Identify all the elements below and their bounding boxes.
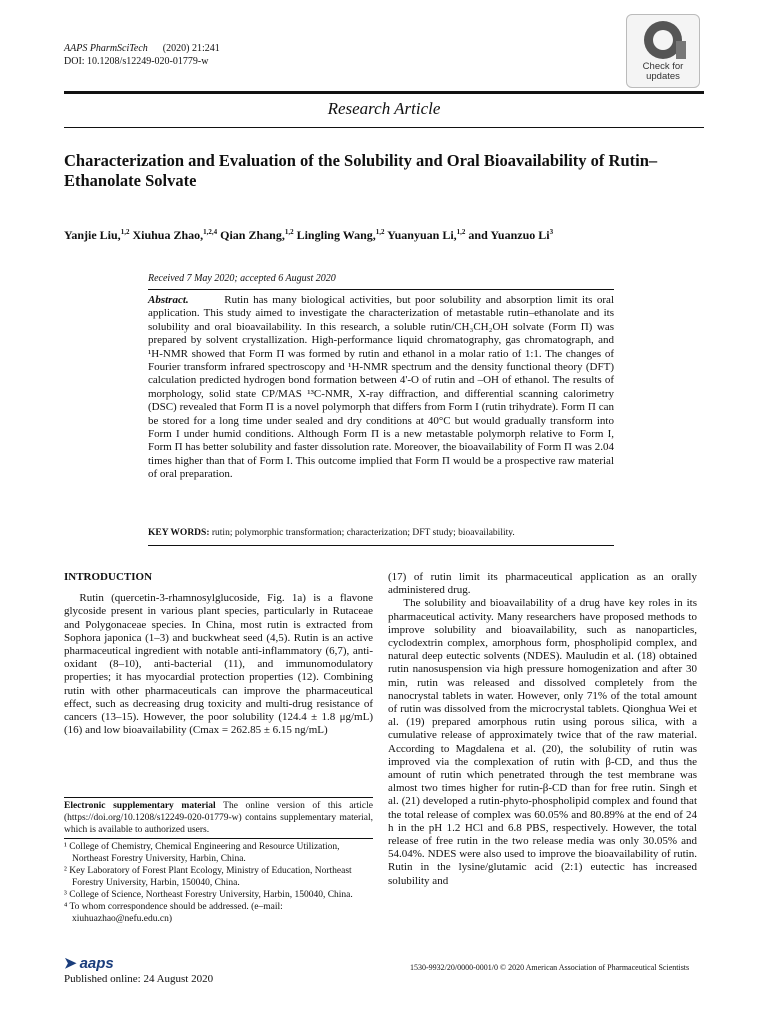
affiliation: ² Key Laboratory of Forest Plant Ecology, Ministry of Education, Northeast Forestry University, Harbin, 150040, China. — [64, 866, 352, 888]
author[interactable]: Yuanyuan Li, — [387, 228, 457, 242]
check-updates-line1: Check for — [642, 61, 684, 72]
author-aff: 1,2 — [456, 228, 466, 236]
author[interactable]: Yanjie Liu, — [64, 228, 121, 242]
header-rule — [64, 91, 704, 94]
author-aff: 1,2 — [375, 228, 385, 236]
author-aff: 1,2 — [284, 228, 294, 236]
author[interactable]: Xiuhua Zhao, — [132, 228, 204, 242]
check-updates-icon — [644, 21, 682, 59]
header-rule-thin — [64, 127, 704, 128]
author-list — [64, 228, 724, 243]
author[interactable]: Qian Zhang, — [220, 228, 285, 242]
affiliation-rule — [64, 838, 373, 839]
copyright: 1530-9932/20/0000-0001/0 © 2020 American Association of Pharmaceutical Scientists — [410, 963, 690, 972]
paragraph: (17) of rutin limit its pharmaceutical application as an orally administered drug. — [388, 571, 697, 597]
paragraph: The solubility and bioavailability of a drug have key roles in its pharmaceutical activity. Many researchers have proposed methods to improve solubility and bioavailability, such as nanoparticles, cyclodextrin complex, amorphous form, phospholipid complex, and natural deep eutectic solvents (NDES). Mauludin et al. (18) obtained rutin nanosuspension via high pressure homogenization and after 30 min, rutin was released and dissolved completely from the nanocrystal tablets in water. However, only 71% of the total amount of rutin was dissolved from the microcrystal tablets. Qionghua Wei et al. (19) prepared amorphous rutin using porous silica, with a cumulative release of approximately twice that of the raw material. According to Magdalena et al. (20), the solubility of rutin was improved via the complexation of rutin with β-CD, and thus the amount of rutin which penetrated through the test membrane was almost two times higher for rutin-β-CD than for free rutin. Singh et al. (21) developed a rutin-phyto-phospholipid complex and found that the total release of complex was 60.05% and 80.89% at the end of 24 h in the pH 1.2 HCl and 6.8 PBS, respectively. However, the total release of free rutin in the two release media was only 30.05% and 54.04%. NDES were also used to improve the bioavailability of rutin. Rutin in the lysine/glutamic acid (2:1) eutectic has increased solubility and — [388, 597, 697, 887]
author-aff: 1,2 — [120, 228, 130, 236]
affiliations — [64, 841, 373, 925]
author[interactable]: Lingling Wang, — [296, 228, 376, 242]
author[interactable]: and Yuanzuo Li — [468, 228, 550, 242]
article-title: Characterization and Evaluation of the Solubility and Oral Bioavailability of Rutin–Ethanolate Solvate — [64, 151, 658, 190]
keywords-text: rutin; polymorphic transformation; characterization; DFT study; bioavailability. — [211, 528, 515, 538]
abstract — [148, 294, 614, 482]
check-for-updates-badge[interactable] — [626, 14, 700, 88]
section-heading: INTRODUCTION — [64, 571, 153, 583]
aaps-logo-icon: ➤ — [64, 955, 77, 972]
affiliation: ³ College of Science, Northeast Forestry University, Harbin, 150040, China. — [64, 890, 353, 900]
keywords — [148, 528, 614, 538]
doi[interactable]: DOI: 10.1208/s12249-020-01779-w — [64, 56, 209, 67]
column-left — [64, 571, 373, 737]
journal-header — [64, 42, 220, 68]
journal-volume: (2020) 21:241 — [162, 43, 220, 54]
column-right — [388, 571, 697, 888]
logo-text: aaps — [79, 955, 114, 972]
published-date: Published online: 24 August 2020 — [64, 973, 214, 985]
keywords-label: KEY WORDS: — [148, 528, 210, 538]
author-aff: 3 — [549, 228, 554, 236]
esm-rule — [64, 797, 373, 798]
paragraph: Rutin (quercetin-3-rhamnosylglucoside, Fig. 1a) is a flavone glycoside present in various plant species, particularly in Rutaceae and Polygonaceae species. In China, most rutin is extracted from Sophora japonica (1–3) and buckwheat seed (4,5). Rutin is an active pharmaceutical ingredient with notable anti-inflammatory (6,7), anti-oxidant (8–10), anti-bacterial (11), and immunomodulatory properties; it has myocardial protection properties (12). Combining rutin with other pharmaceuticals can improve the pharmaceutical effect, such as decreasing drug toxicity and multi-drug resistance of cancers (13–15). However, the poor solubility (124.4 ± 1.8 μg/mL) (16) and low bioavailability (Cmax = 262.85 ± 6.15 ng/mL) — [64, 592, 373, 737]
article-type: Research Article — [327, 99, 441, 118]
abstract-text: Rutin has many biological activities, but poor solubility and absorption limit its oral application. This study aimed to investigate the characterization of metastable rutin–ethanolate and its solubility and oral bioavailability. In this research, a soluble rutin/CH₃CH₂OH solvate (Form Π) was prepared by solvent crystallization. High-performance liquid chromatography, gas chromatograph, and ¹H-NMR showed that Form Π was formed by rutin and ethanol in a molar ratio of 1:1. The changes of Fourier transform infrared spectroscopy and ¹H-NMR spectrum and the density functional theory (DFT) calculation predicted hydrogen bond formation between 4'-O of rutin and –OH of ethanol. The results of morphology, solid state CP/MAS ¹³C-NMR, X-ray diffraction, and differential scanning calorimetry (DSC) revealed that Form Π is a novel polymorph that differs from Form I (rutin trihydrate). Form Π can be stored for a long time under sealed and dry conditions at 40°C but would gradually transform into Form I under humid conditions. Although Form Π is a new metastable polymorph relative to Form I, Form Π has better solubility and faster dissolution rate. Moreover, the bioavailability of Form Π was 2.04 times higher than that of Form I. This outcome implied that Form Π would be a prospective raw material of oral preparation. — [148, 294, 614, 481]
abstract-label: Abstract. — [148, 294, 189, 306]
keywords-rule — [148, 545, 614, 546]
aaps-logo — [64, 954, 114, 972]
journal-name: AAPS PharmSciTech — [64, 43, 148, 54]
received-dates: Received 7 May 2020; accepted 6 August 2020 — [148, 273, 336, 284]
esm-label: Electronic supplementary material — [64, 801, 216, 811]
esm-text: The online version of this article (https://doi.org/10.1208/s12249-020-01779-w) contains supplementary material, which is available to authorized users. — [64, 801, 373, 835]
affiliation: ⁴ To whom correspondence should be addressed. (e–mail: xiuhuazhao@nefu.edu.cn) — [64, 902, 283, 924]
check-updates-line2: updates — [646, 71, 680, 82]
supplementary-note — [64, 800, 373, 836]
affiliation: ¹ College of Chemistry, Chemical Engineering and Resource Utilization, Northeast Forestry University, Harbin, China. — [64, 842, 340, 864]
abstract-rule — [148, 289, 614, 290]
author-aff: 1,2,4 — [203, 228, 218, 236]
